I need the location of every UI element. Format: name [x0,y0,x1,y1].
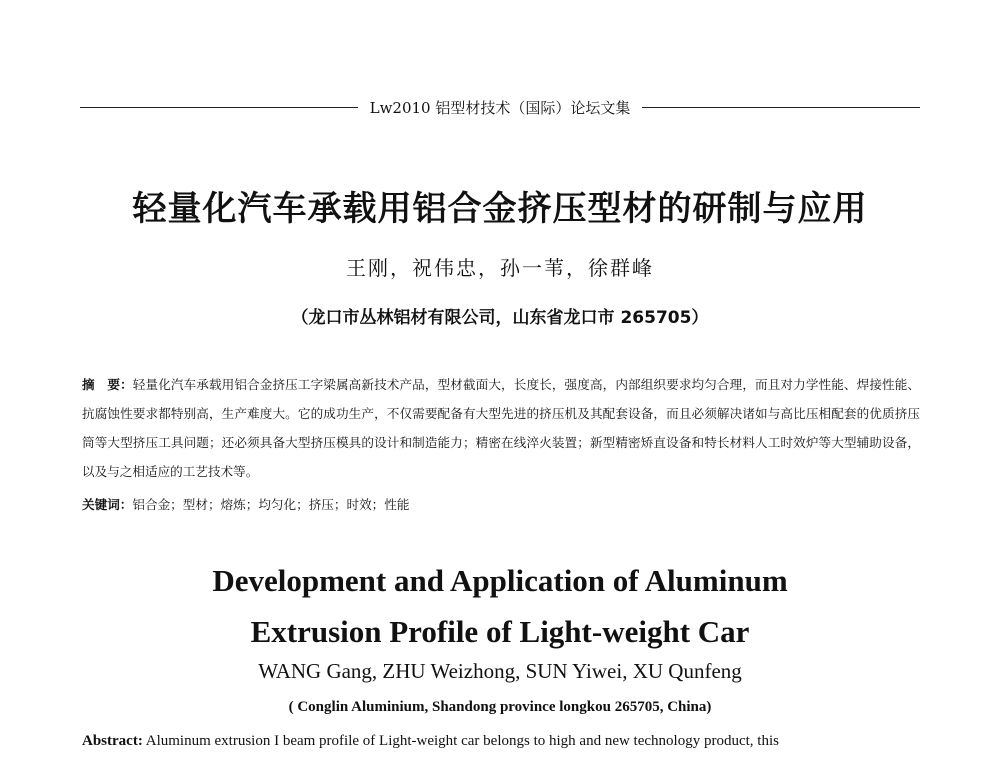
header-title: Lw2010 铝型材技术（国际）论坛文集 [369,98,631,117]
chinese-abstract [82,370,920,486]
header-rule-right [642,107,920,108]
chinese-keywords [82,494,920,516]
english-abstract-text: Aluminum extrusion I beam profile of Light-weight car belongs to high and new technology product, this [142,733,779,749]
chinese-abstract-text: 轻量化汽车承载用铝合金挤压工字梁属高新技术产品，型材截面大，长度长，强度高，内部组织要求均匀合理，而且对力学性能、焊接性能、抗腐蚀性要求都特别高，生产难度大。它的成功生产，不仅需要配备有大型先进的挤压机及其配套设备，而且必须解决诸如与高比压相配套的优质挤压筒等大型挤压工具问题；还必须具备大型挤压模具的设计和制造能力；精密在线淬火装置；新型精密矫直设备和特长材料人工时效炉等大型辅助设备，以及与之相适应的工艺技术等。 [82,377,921,479]
chinese-title: 轻量化汽车承载用铝合金挤压型材的研制与应用 [132,189,868,229]
english-abstract-label: Abstract: [82,733,143,749]
chinese-keywords-label: 关键词： [82,497,133,512]
english-title-line1: Development and Application of Aluminum [212,563,788,598]
chinese-abstract-label: 摘 要： [82,377,133,392]
header-rule-left [80,107,358,108]
chinese-affiliation: （龙口市丛林铝材有限公司，山东省龙口市 265705） [291,308,709,328]
english-authors: WANG Gang, ZHU Weizhong, SUN Yiwei, XU Qunfeng [258,659,742,683]
chinese-keywords-text: 铝合金；型材；熔炼；均匀化；挤压；时效；性能 [132,497,410,512]
english-abstract [82,733,920,750]
english-title-line2: Extrusion Profile of Light-weight Car [250,614,750,649]
running-header [80,92,920,122]
english-affiliation: ( Conglin Aluminium, Shandong province longkou 265705, China) [288,699,712,715]
english-title [0,555,1000,657]
chinese-authors: 王刚，祝伟忠，孙一苇，徐群峰 [346,256,654,280]
